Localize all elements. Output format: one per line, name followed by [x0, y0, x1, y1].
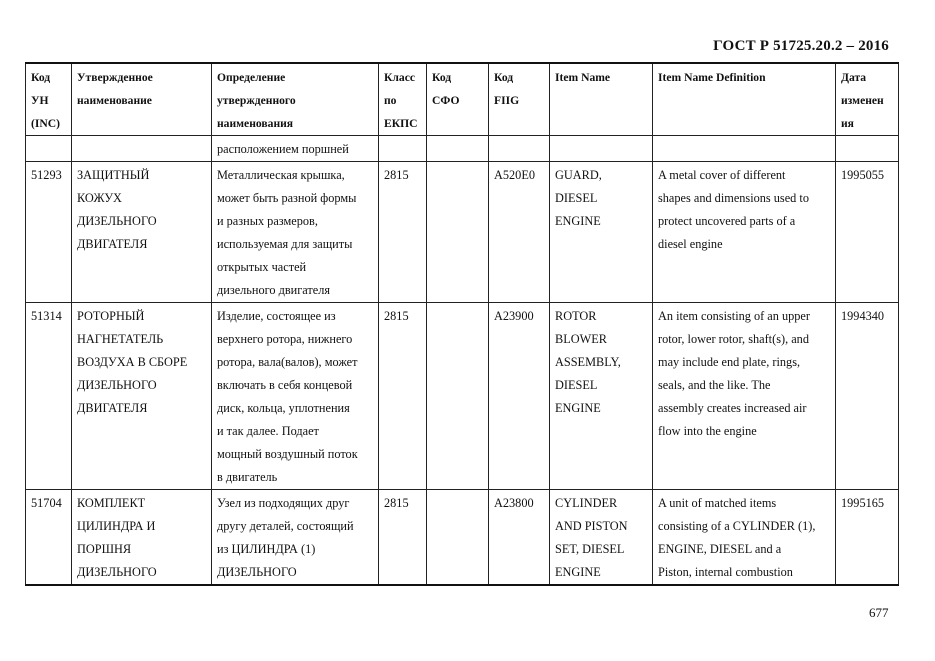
cell-line: AND PISTON	[555, 519, 628, 533]
header-class	[379, 63, 427, 136]
cell-line: Piston, internal combustion	[658, 565, 793, 579]
cell-line: Класс	[384, 71, 415, 84]
table-row	[26, 490, 899, 586]
cell-line: flow into the engine	[658, 424, 757, 438]
cell-line: и так далее. Подает	[217, 424, 319, 438]
cell-line: Код	[31, 71, 51, 84]
cell-line: rotor, lower rotor, shaft(s), and	[658, 332, 809, 346]
cell-line: (INC)	[31, 117, 60, 130]
cell-line: ASSEMBLY,	[555, 355, 621, 369]
row-code: 51293	[26, 162, 72, 303]
cell-line: Дата	[841, 71, 867, 84]
cell-line: ЕКПС	[384, 117, 418, 130]
row-name	[72, 303, 212, 490]
cell-line: ROTOR	[555, 309, 597, 323]
row-name	[72, 162, 212, 303]
header-sfo	[427, 63, 489, 136]
row-sfo	[427, 162, 489, 303]
row-definition	[212, 162, 379, 303]
cell-line: ENGINE	[555, 401, 601, 415]
header-fiig	[489, 63, 550, 136]
cell-line: наименования	[217, 117, 294, 130]
cell-line: ДИЗЕЛЬНОГО	[217, 565, 297, 579]
cell-line: DIESEL	[555, 191, 598, 205]
cell-line: диск, кольца, уплотнения	[217, 401, 350, 415]
page-number: 677	[869, 605, 889, 620]
cell-line: ДВИГАТЕЛЯ	[77, 237, 148, 251]
table-row	[26, 303, 899, 490]
row-sfo	[427, 490, 489, 586]
cell-line: A metal cover of different	[658, 168, 786, 182]
cell-line: ENGINE	[555, 214, 601, 228]
header-item-name	[550, 63, 653, 136]
cell-line: может быть разной формы	[217, 191, 357, 205]
cell-line: изменен	[841, 94, 884, 107]
row-item-definition	[653, 162, 836, 303]
cell-line: Определение	[217, 71, 286, 84]
cell-line: BLOWER	[555, 332, 607, 346]
cell-line: Код	[432, 71, 452, 84]
cell-line: GUARD,	[555, 168, 602, 182]
cell-line: утвержденного	[217, 94, 296, 107]
row-item-definition	[653, 303, 836, 490]
cell-line: may include end plate, rings,	[658, 355, 801, 369]
cell-line: diesel engine	[658, 237, 723, 251]
row-date: 1995165	[836, 490, 899, 586]
item-name-table	[25, 62, 899, 586]
cell-line: открытых частей	[217, 260, 307, 274]
cell-line: УН	[31, 94, 49, 107]
cell-line: ЗАЩИТНЫЙ	[77, 168, 150, 182]
cell-line: ДИЗЕЛЬНОГО	[77, 565, 157, 579]
row-fiig: A23800	[489, 490, 550, 586]
row-sfo	[427, 303, 489, 490]
row-item-name	[550, 303, 653, 490]
cell-line: seals, and the like. The	[658, 378, 771, 392]
cell-line: наименование	[77, 94, 152, 107]
cell-line: An item consisting of an upper	[658, 309, 810, 323]
row-class: 2815	[379, 303, 427, 490]
row-name	[72, 490, 212, 586]
cell-line: и разных размеров,	[217, 214, 318, 228]
row-item-definition	[653, 490, 836, 586]
cell-line: РОТОРНЫЙ	[77, 309, 145, 323]
document-standard-title: ГОСТ Р 51725.20.2 – 2016	[713, 38, 889, 54]
row-code: 51314	[26, 303, 72, 490]
row-code: 51704	[26, 490, 72, 586]
cell-line: КОМПЛЕКТ	[77, 496, 146, 510]
cell-line: ДИЗЕЛЬНОГО	[77, 378, 157, 392]
row-class: 2815	[379, 162, 427, 303]
cell-line: мощный воздушный поток	[217, 447, 358, 461]
cell-line: shapes and dimensions used to	[658, 191, 809, 205]
cell-line: consisting of a CYLINDER (1),	[658, 519, 816, 533]
cell-line: расположением поршней	[217, 142, 349, 156]
row-fiig: A520E0	[489, 162, 550, 303]
cell-line: ПОРШНЯ	[77, 542, 132, 556]
cell-line: protect uncovered parts of a	[658, 214, 796, 228]
cell-line: ДИЗЕЛЬНОГО	[77, 214, 157, 228]
cell-line: Код	[494, 71, 514, 84]
cell-line: Изделие, состоящее из	[217, 309, 336, 323]
header-item-name-definition	[653, 63, 836, 136]
cell-line: Item Name	[555, 71, 611, 84]
cell-line: FIIG	[494, 94, 520, 107]
cell-line: Item Name Definition	[658, 71, 766, 84]
cell-line: другу деталей, состоящий	[217, 519, 354, 533]
cell-line: ENGINE, DIESEL and a	[658, 542, 782, 556]
cell-line: из ЦИЛИНДРА (1)	[217, 542, 316, 556]
continuation-definition	[212, 136, 379, 162]
row-class: 2815	[379, 490, 427, 586]
header-code-un	[26, 63, 72, 136]
cell-line: DIESEL	[555, 378, 598, 392]
cell-line: Металлическая крышка,	[217, 168, 345, 182]
row-item-name	[550, 162, 653, 303]
cell-line: ДВИГАТЕЛЯ	[77, 401, 148, 415]
row-item-name	[550, 490, 653, 586]
cell-line: CYLINDER	[555, 496, 618, 510]
cell-line: Узел из подходящих друг	[217, 496, 350, 510]
cell-line: СФО	[432, 94, 460, 107]
cell-line: КОЖУХ	[77, 191, 122, 205]
cell-line: включать в себя концевой	[217, 378, 353, 392]
cell-line: Утвержденное	[77, 71, 153, 84]
cell-line: ENGINE	[555, 565, 601, 579]
cell-line: в двигатель	[217, 470, 278, 484]
cell-line: используемая для защиты	[217, 237, 353, 251]
cell-line: SET, DIESEL	[555, 542, 625, 556]
header-approved-name	[72, 63, 212, 136]
row-definition	[212, 303, 379, 490]
row-date: 1995055	[836, 162, 899, 303]
cell-line: НАГНЕТАТЕЛЬ	[77, 332, 164, 346]
table-row	[26, 162, 899, 303]
cell-line: assembly creates increased air	[658, 401, 807, 415]
cell-line: A unit of matched items	[658, 496, 777, 510]
header-change-date	[836, 63, 899, 136]
row-fiig: A23900	[489, 303, 550, 490]
cell-line: ротора, вала(валов), может	[217, 355, 358, 369]
row-date: 1994340	[836, 303, 899, 490]
row-definition	[212, 490, 379, 586]
cell-line: дизельного двигателя	[217, 283, 331, 297]
cell-line: по	[384, 94, 397, 107]
cell-line: ВОЗДУХА В СБОРЕ	[77, 355, 188, 369]
header-row	[26, 63, 899, 136]
cell-line: ия	[841, 117, 854, 130]
header-definition	[212, 63, 379, 136]
cell-line: верхнего ротора, нижнего	[217, 332, 353, 346]
cell-line: ЦИЛИНДРА И	[77, 519, 156, 533]
continuation-row	[26, 136, 899, 162]
